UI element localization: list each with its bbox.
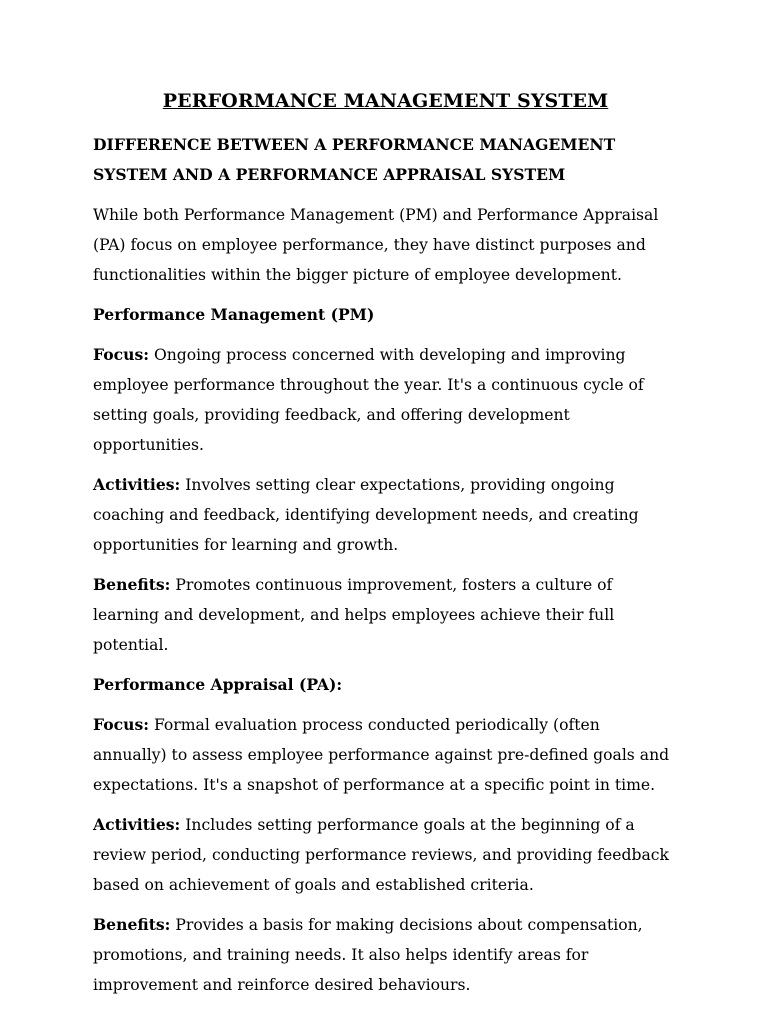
pm-heading: Performance Management (PM) [93,305,375,324]
pm-focus-paragraph [93,340,678,460]
pa-activities-label: Activities: [93,815,181,834]
pa-benefits-label: Benefits: [93,915,171,934]
pm-focus-label: Focus: [93,345,149,364]
pm-benefits-text: Promotes continuous improvement, fosters a culture of learning and development, and helps employees achieve their full potential. [93,576,615,654]
pa-benefits-paragraph [93,910,678,1000]
document-title: PERFORMANCE MANAGEMENT SYSTEM [162,90,609,112]
pa-focus-text: Formal evaluation process conducted periodically (often annually) to assess employee performance against pre-defined goals and expectations. It's a snapshot of performance at a specific point in time. [93,716,670,794]
pm-benefits-paragraph [93,570,678,660]
pa-heading: Performance Appraisal (PA): [93,675,343,694]
pm-focus-text: Ongoing process concerned with developing and improving employee performance throughout the year. It's a continuous cycle of setting goals, providing feedback, and offering development opportunities. [93,346,644,454]
pa-focus-paragraph [93,710,678,800]
pa-activities-paragraph [93,810,678,900]
pa-benefits-text: Provides a basis for making decisions about compensation, promotions, and training needs. It also helps identify areas for improvement and reinforce desired behaviours. [93,916,643,994]
pm-activities-paragraph [93,470,678,560]
pa-activities-text: Includes setting performance goals at the beginning of a review period, conducting performance reviews, and providing feedback based on achievement of goals and established criteria. [93,816,669,894]
pm-benefits-label: Benefits: [93,575,171,594]
pa-focus-label: Focus: [93,715,149,734]
pm-activities-text: Involves setting clear expectations, providing ongoing coaching and feedback, identifying development needs, and creating opportunities for learning and growth. [93,476,639,554]
pm-activities-label: Activities: [93,475,181,494]
intro-paragraph: While both Performance Management (PM) and Performance Appraisal (PA) focus on employee performance, they have distinct purposes and functionalities within the bigger picture of employee development. [93,206,659,284]
document-body [93,86,678,1010]
difference-heading: DIFFERENCE BETWEEN A PERFORMANCE MANAGEMENT SYSTEM AND A PERFORMANCE APPRAISAL SYSTEM [93,135,616,184]
